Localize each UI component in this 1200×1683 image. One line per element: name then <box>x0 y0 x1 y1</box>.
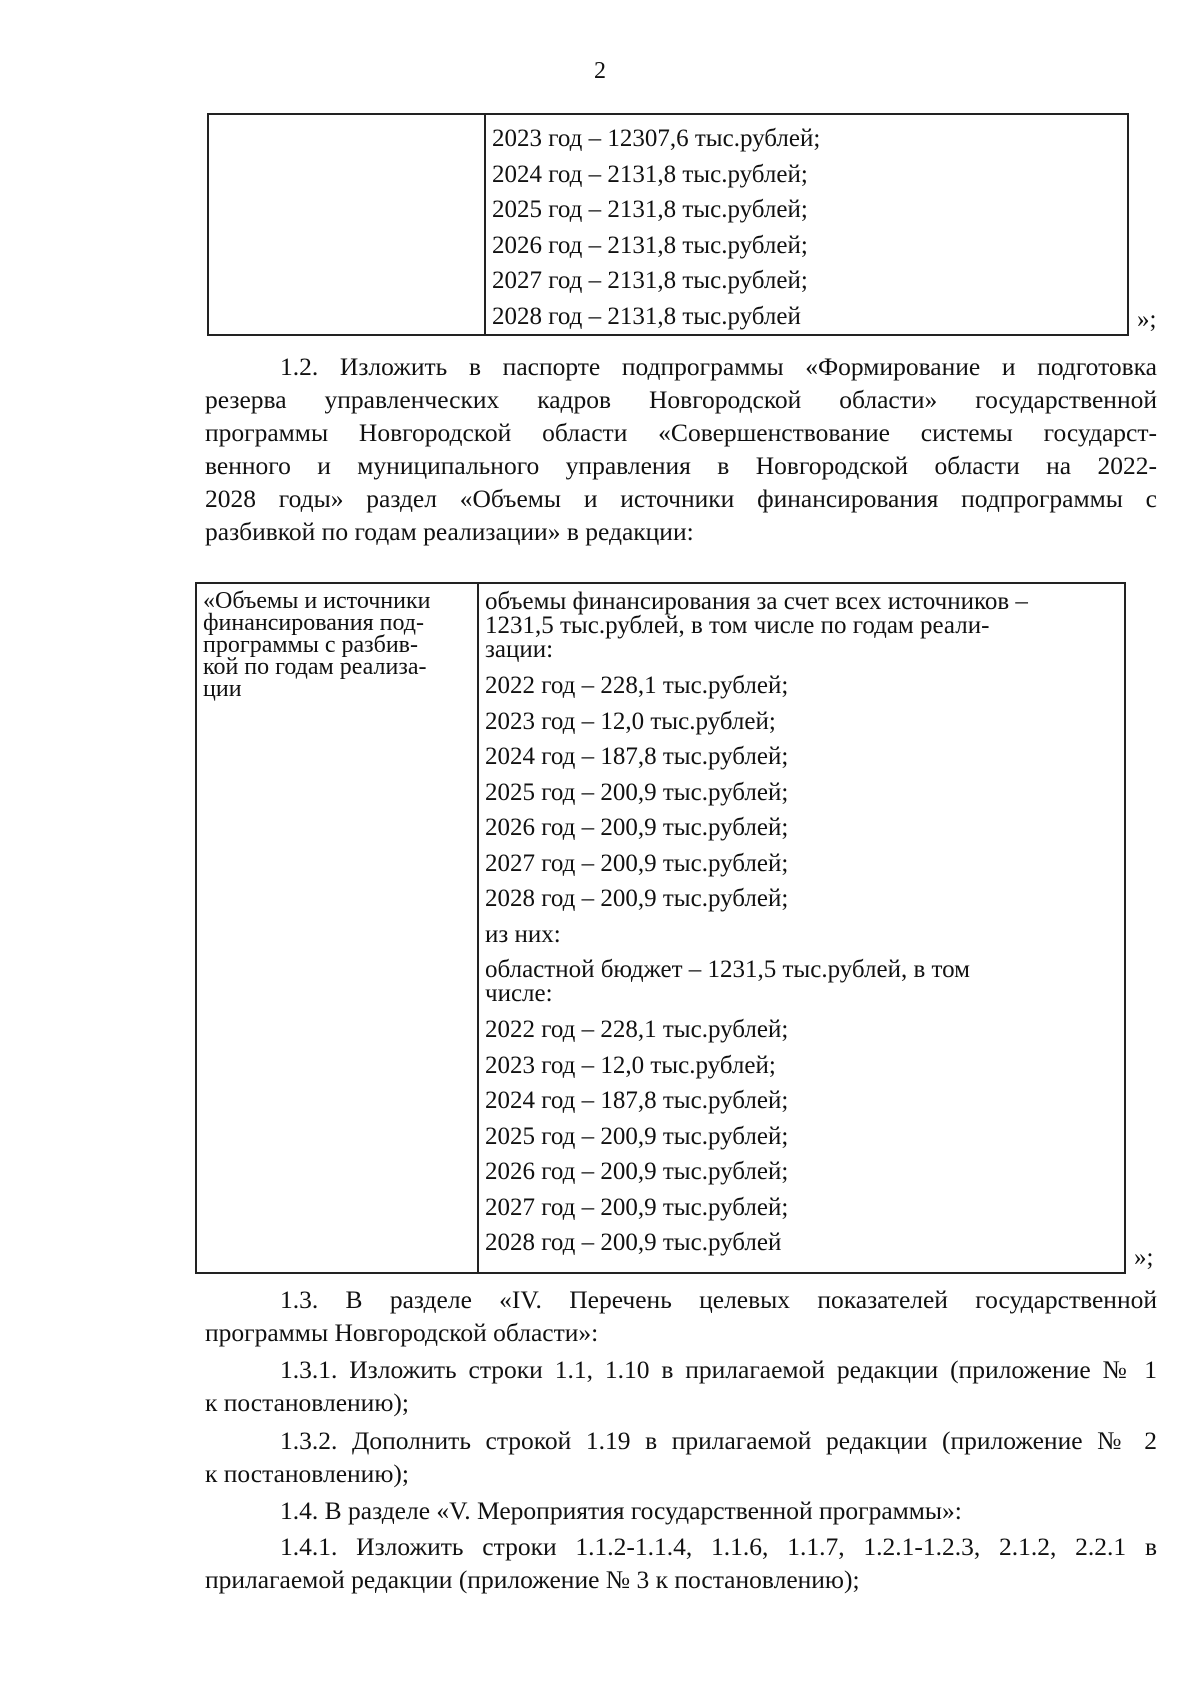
table2-right-cell <box>478 583 1125 1273</box>
paragraph-line: прилагаемой редакции (приложение № 3 к постановлению); <box>205 1565 860 1594</box>
paragraph-line: 1.3.1. Изложить строки 1.1, 1.10 в прилагаемой редакции (приложение № 1 <box>280 1355 1157 1384</box>
table2-year-line: 2022 год – 228,1 тыс.рублей; <box>485 672 789 699</box>
table2-regional-intro: областной бюджет – 1231,5 тыс.рублей, в том <box>485 956 970 983</box>
table2-regional-year-line: 2026 год – 200,9 тыс.рублей; <box>485 1158 789 1185</box>
table2-closing-quote: »; <box>1134 1244 1154 1271</box>
table2-year-line: 2026 год – 200,9 тыс.рублей; <box>485 814 789 841</box>
table2-year-line: 2023 год – 12,0 тыс.рублей; <box>485 707 776 735</box>
table2-regional-year-line: 2027 год – 200,9 тыс.рублей; <box>485 1193 789 1221</box>
financing-table-continued <box>207 113 1129 336</box>
table1-line: 2027 год – 2131,8 тыс.рублей; <box>492 267 808 294</box>
table2-regional-year-line: 2023 год – 12,0 тыс.рублей; <box>485 1051 776 1079</box>
table2-left-cell <box>196 583 478 1273</box>
table2-year-line: 2028 год – 200,9 тыс.рублей; <box>485 885 789 912</box>
paragraph-line: 1.3. В разделе «IV. Перечень целевых показателей государственной <box>280 1285 1157 1314</box>
table2-year-line: 2025 год – 200,9 тыс.рублей; <box>485 778 789 806</box>
paragraph-1-4 <box>205 1494 1157 1527</box>
paragraph-1-3 <box>205 1283 1157 1349</box>
table1-line: 2026 год – 2131,8 тыс.рублей; <box>492 231 808 259</box>
table2-left-cell-text: «Объемы и источники финансирования под- программы с разбив- кой по годам реализа- ции <box>203 588 431 702</box>
table2-regional-year-line: 2025 год – 200,9 тыс.рублей; <box>485 1122 789 1150</box>
paragraph-line: разбивкой по годам реализации» в редакции: <box>205 517 694 546</box>
table1-line: 2024 год – 2131,8 тыс.рублей; <box>492 160 808 188</box>
paragraph-line: 1.4. В разделе «V. Мероприятия государственной программы»: <box>280 1496 962 1525</box>
table1-line: 2028 год – 2131,8 тыс.рублей <box>492 302 801 330</box>
paragraph-line: резерва управленческих кадров Новгородской области» государственной <box>205 385 1157 414</box>
paragraph-1-3-1 <box>205 1353 1157 1419</box>
table1-left-cell <box>208 114 485 335</box>
table2-regional-year-line: 2028 год – 200,9 тыс.рублей <box>485 1229 782 1256</box>
paragraph-line: программы Новгородской области»: <box>205 1318 599 1347</box>
table1-right-cell <box>485 114 1128 335</box>
paragraph-line: 2028 годы» раздел «Объемы и источники финансирования подпрограммы с <box>205 484 1157 513</box>
paragraph-line: 1.2. Изложить в паспорте подпрограммы «Формирование и подготовка <box>280 352 1157 381</box>
paragraph-line: венного и муниципального управления в Новгородской области на 2022- <box>205 451 1157 480</box>
table2-year-line: 2024 год – 187,8 тыс.рублей; <box>485 743 789 770</box>
financing-table <box>195 582 1126 1274</box>
paragraph-line: к постановлению); <box>205 1388 409 1417</box>
table1-line: 2023 год – 12307,6 тыс.рублей; <box>492 125 821 152</box>
paragraph-1-2 <box>205 350 1157 548</box>
table2-regional-year-line: 2024 год – 187,8 тыс.рублей; <box>485 1087 789 1114</box>
table2-intro-line: объемы финансирования за счет всех источников – <box>485 588 1028 615</box>
table2-intro-line: зации: <box>485 636 554 663</box>
table2-intro-line: 1231,5 тыс.рублей, в том числе по годам реали- <box>485 612 990 639</box>
paragraph-line: 1.4.1. Изложить строки 1.1.2-1.1.4, 1.1.6, 1.1.7, 1.2.1-1.2.3, 2.1.2, 2.2.1 в <box>280 1532 1157 1561</box>
table1-line: 2025 год – 2131,8 тыс.рублей; <box>492 196 808 223</box>
paragraph-1-3-2 <box>205 1424 1157 1490</box>
paragraph-1-4-1 <box>205 1530 1157 1596</box>
table2-regional-year-line: 2022 год – 228,1 тыс.рублей; <box>485 1016 789 1043</box>
paragraph-line: программы Новгородской области «Совершенствование системы государст- <box>205 418 1157 447</box>
table2-year-line: 2027 год – 200,9 тыс.рублей; <box>485 849 789 877</box>
paragraph-line: 1.3.2. Дополнить строкой 1.19 в прилагаемой редакции (приложение № 2 <box>280 1426 1157 1455</box>
table2-regional-intro: числе: <box>485 980 553 1007</box>
paragraph-line: к постановлению); <box>205 1459 409 1488</box>
page-number: 2 <box>594 58 606 84</box>
table1-closing-quote: »; <box>1137 306 1157 333</box>
table2-of-them: из них: <box>485 920 561 948</box>
